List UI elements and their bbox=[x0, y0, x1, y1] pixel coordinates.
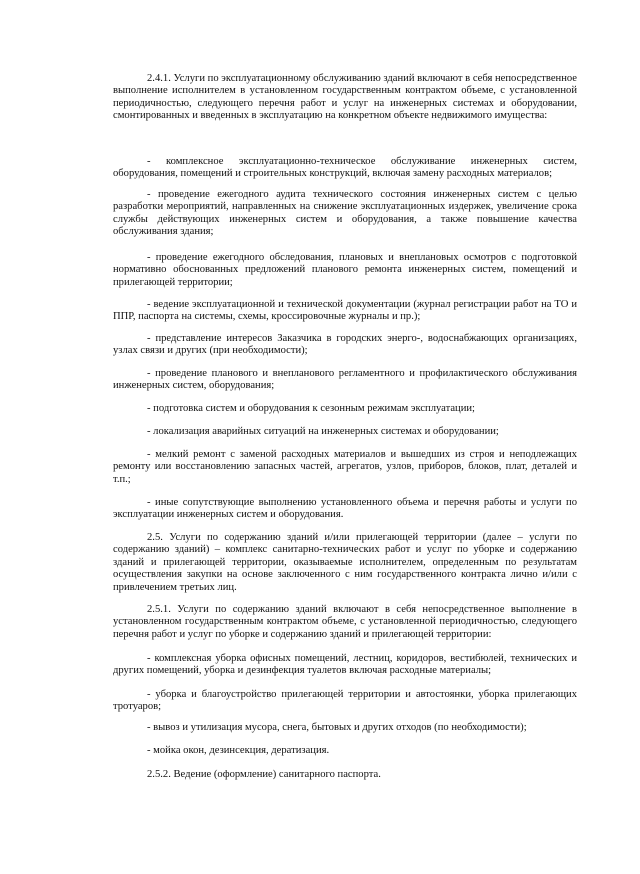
list-item-emergency: - локализация аварийных ситуаций на инженерных системах и оборудовании; bbox=[147, 426, 499, 437]
list-item-seasonal-prep: - подготовка систем и оборудования к сезонным режимам эксплуатации; bbox=[147, 403, 475, 414]
paragraph-2-5-2: 2.5.2. Ведение (оформление) санитарного паспорта. bbox=[147, 769, 381, 780]
list-item-windows: - мойка окон, дезинсекция, дератизация. bbox=[147, 745, 330, 756]
list-item-annual-audit: - проведение ежегодного аудита технического состояния инженерных систем с целью разработки мероприятий, направленных на снижение эксплуатационных издержек, увеличение срока службы действующих инженерных систем и оборудования, а также повышение качества обслуживания здания; bbox=[113, 189, 577, 238]
list-item-office-cleaning: - комплексная уборка офисных помещений, лестниц, коридоров, вестибюлей, технических и других помещений, уборка и дезинфекция туалетов включая расходные материалы; bbox=[113, 653, 577, 677]
list-item-complex-maintenance: - комплексное эксплуатационно-техническое обслуживание инженерных систем, оборудования, помещений и строительных конструкций, включая замену расходных материалов; bbox=[113, 156, 577, 180]
list-item-annual-inspection: - проведение ежегодного обследования, плановых и внеплановых осмотров с подготовкой нормативно обоснованных предложений планового ремонта инженерных систем, помещений и прилегающей территории; bbox=[113, 252, 577, 288]
list-item-documentation: - ведение эксплуатационной и технической документации (журнал регистрации работ на ТО и ППР, паспорта на системы, схемы, кроссировочные журналы и пр.); bbox=[113, 299, 577, 323]
list-item-scheduled-service: - проведение планового и внепланового регламентного и профилактического обслуживания инженерных систем, оборудования; bbox=[113, 368, 577, 392]
list-item-representation: - представление интересов Заказчика в городских энерго-, водоснабжающих организациях, узлах связи и других (при необходимости); bbox=[113, 333, 577, 357]
list-item-other-services: - иные сопутствующие выполнению установленного объема и перечня работы и услуги по эксплуатации инженерных систем и оборудования. bbox=[113, 497, 577, 521]
paragraph-2-5: 2.5. Услуги по содержанию зданий и/или прилегающей территории (далее – услуги по содержанию зданий) – комплекс санитарно-технических работ и услуг по уборке и содержанию зданий и прилегающей территории, оказываемые исполнителем, определенным по результатам осуществления закупки на основе заключенного с ним государственного контракта лично и/или с привлечением третьих лиц. bbox=[113, 532, 577, 593]
paragraph-2-5-1: 2.5.1. Услуги по содержанию зданий включают в себя непосредственное выполнение в установленном государственным контрактом объеме, с установленной периодичностью, следующего перечня работ и услуг по уборке и содержанию зданий и прилегающей территории: bbox=[113, 604, 577, 640]
paragraph-2-4-1: 2.4.1. Услуги по эксплуатационному обслуживанию зданий включают в себя непосредственное выполнение исполнителем в установленном государственным контрактом объеме, с установленной периодичностью, следующего перечня работ и услуг на инженерных системах и оборудовании, смонтированных и введенных в эксплуатацию на конкретном объекте недвижимого имущества: bbox=[113, 73, 578, 122]
list-item-waste: - вывоз и утилизация мусора, снега, бытовых и других отходов (по необходимости); bbox=[147, 722, 527, 733]
list-item-minor-repair: - мелкий ремонт с заменой расходных материалов и вышедших из строя и неподлежащих ремонту или восстановлению запасных частей, агрегатов, узлов, приборов, блоков, плат, деталей и т.п.; bbox=[113, 449, 577, 485]
list-item-territory: - уборка и благоустройство прилегающей территории и автостоянки, уборка прилегающих тротуаров; bbox=[113, 689, 577, 713]
